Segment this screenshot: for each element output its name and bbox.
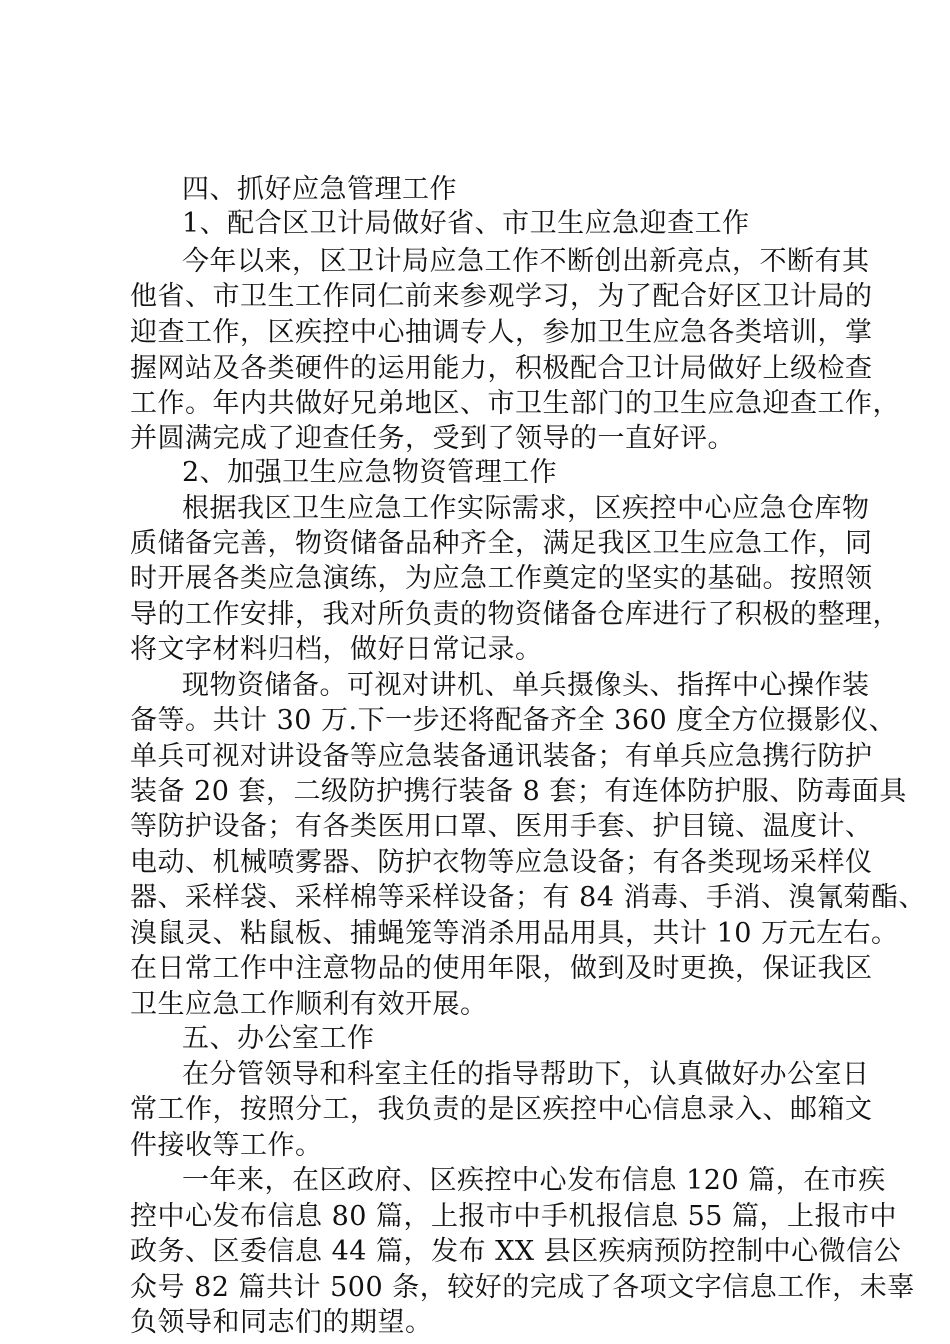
paragraph-line: 一年来，在区政府、区疾控中心发布信息 120 篇，在市疾	[182, 1165, 886, 1196]
paragraph-line: 现物资储备。可视对讲机、单兵摄像头、指挥中心操作装	[182, 670, 870, 701]
paragraph-line: 备等。共计 30 万.下一步还将配备齐全 360 度全方位摄影仪、	[130, 705, 897, 736]
paragraph-line: 将文字材料归档，做好日常记录。	[130, 634, 543, 665]
paragraph-line: 在日常工作中注意物品的使用年限，做到及时更换，保证我区	[130, 953, 873, 984]
paragraph-line: 溴鼠灵、粘鼠板、捕蝇笼等消杀用品用具，共计 10 万元左右。	[130, 918, 899, 949]
paragraph-line: 时开展各类应急演练，为应急工作奠定的坚实的基础。按照领	[130, 563, 873, 594]
subheading-item-two: 2、加强卫生应急物资管理工作	[182, 457, 558, 488]
paragraph-line: 件接收等工作。	[130, 1130, 323, 1161]
paragraph-line: 在分管领导和科室主任的指导帮助下，认真做好办公室日	[182, 1059, 870, 1090]
paragraph-line: 迎查工作，区疾控中心抽调专人，参加卫生应急各类培训，掌	[130, 317, 873, 348]
paragraph-line: 单兵可视对讲设备等应急装备通讯装备；有单兵应急携行防护	[130, 741, 873, 772]
subheading-item-one: 1、配合区卫计局做好省、市卫生应急迎查工作	[182, 208, 750, 239]
paragraph-line: 等防护设备；有各类医用口罩、医用手套、护目镜、温度计、	[130, 811, 873, 842]
heading-section-five: 五、办公室工作	[182, 1023, 375, 1054]
paragraph-line: 常工作，按照分工，我负责的是区疾控中心信息录入、邮箱文	[130, 1094, 873, 1125]
paragraph-line: 根据我区卫生应急工作实际需求，区疾控中心应急仓库物	[182, 493, 870, 524]
paragraph-line: 并圆满完成了迎查任务，受到了领导的一直好评。	[130, 423, 735, 454]
paragraph-line: 导的工作安排，我对所负责的物资储备仓库进行了积极的整理，	[130, 599, 900, 630]
paragraph-line: 他省、市卫生工作同仁前来参观学习，为了配合好区卫计局的	[130, 281, 873, 312]
paragraph-line: 器、采样袋、采样棉等采样设备；有 84 消毒、手消、溴氰菊酯、	[130, 882, 927, 913]
paragraph-line: 质储备完善，物资储备品种齐全，满足我区卫生应急工作，同	[130, 528, 873, 559]
paragraph-line: 控中心发布信息 80 篇，上报市中手机报信息 55 篇，上报市中	[130, 1201, 898, 1232]
heading-section-four: 四、抓好应急管理工作	[182, 174, 457, 205]
paragraph-line: 卫生应急工作顺利有效开展。	[130, 989, 488, 1020]
paragraph-line: 政务、区委信息 44 篇，发布 XX 县区疾病预防控制中心微信公	[130, 1236, 902, 1267]
paragraph-line: 今年以来，区卫计局应急工作不断创出新亮点，不断有其	[182, 246, 870, 277]
paragraph-line: 装备 20 套，二级防护携行装备 8 套；有连体防护服、防毒面具	[130, 776, 907, 807]
paragraph-line: 众号 82 篇共计 500 条，较好的完成了各项文字信息工作，未辜	[130, 1272, 915, 1303]
paragraph-line: 电动、机械喷雾器、防护衣物等应急设备；有各类现场采样仪	[130, 847, 873, 878]
paragraph-line: 工作。年内共做好兄弟地区、市卫生部门的卫生应急迎查工作，	[130, 388, 900, 419]
paragraph-line: 负领导和同志们的期望。	[130, 1307, 433, 1338]
paragraph-line: 握网站及各类硬件的运用能力，积极配合卫计局做好上级检查	[130, 353, 873, 384]
